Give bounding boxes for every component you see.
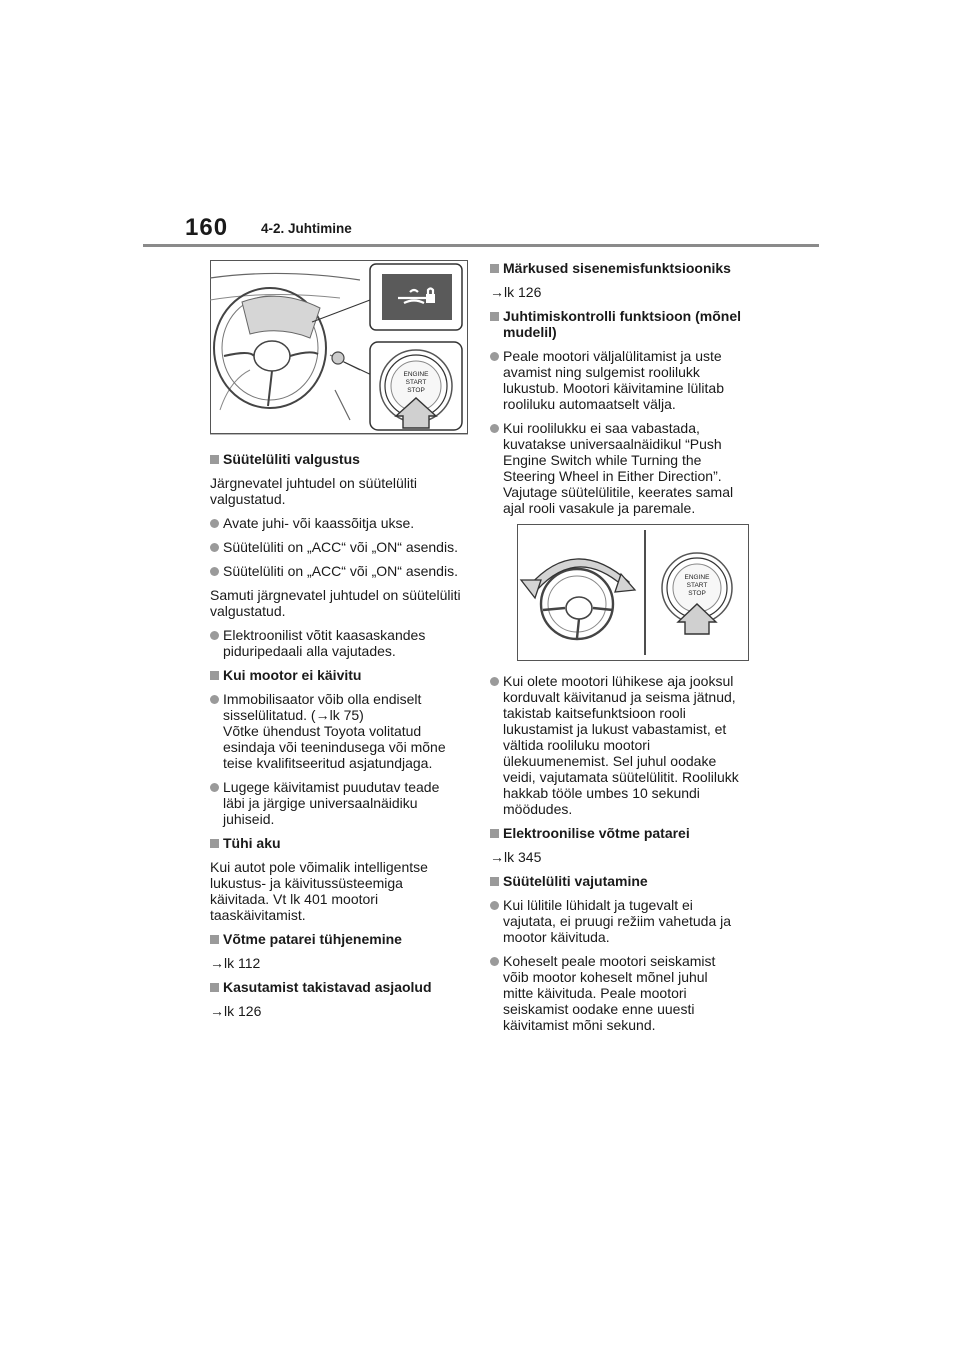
text: Järgnevatel juhtudel on süütelüliti valgustatud. xyxy=(210,475,418,507)
page-reference xyxy=(490,849,748,865)
text: Elektroonilist võtit kaasaskandes piduripedaali alla vajutades. xyxy=(223,627,426,659)
paragraph xyxy=(210,587,468,619)
text: Süütelüliti on „ACC“ või „ON“ asendis. xyxy=(223,539,458,555)
start-label: START xyxy=(405,379,427,386)
text: Võtme patarei tühjenemine xyxy=(223,931,402,947)
section-heading xyxy=(490,260,748,276)
text: Kasutamist takistavad asjaolud xyxy=(223,979,432,995)
text: Kui mootor ei käivitu xyxy=(223,667,362,683)
page-reference xyxy=(210,955,468,971)
text: Süütelüliti valgustus xyxy=(223,451,360,467)
header-rule xyxy=(143,244,819,247)
text: Immobilisaator võib olla endiselt sisselülitatud. (→lk 75) Võtke ühendust Toyota volitatud esindaja või teenindusega või mõne teise kvalifitseeritud asjatundjaga. xyxy=(223,691,446,771)
engine-label: ENGINE xyxy=(684,574,710,581)
text: Märkused sisenemisfunktsiooniks xyxy=(503,260,731,276)
bullet-item xyxy=(210,779,468,827)
bullet-item xyxy=(490,348,748,412)
section-heading xyxy=(490,825,748,841)
section-heading xyxy=(210,451,468,467)
left-column xyxy=(210,260,468,1027)
right-bottom-text-flow xyxy=(490,673,748,1033)
steering-illustration xyxy=(517,524,749,661)
section-heading xyxy=(210,835,468,851)
stop-label: STOP xyxy=(407,387,425,394)
text: →lk 126 xyxy=(210,1003,262,1019)
text: Juhtimiskontrolli funktsioon (mõnel mudelil) xyxy=(503,308,741,340)
section-heading xyxy=(210,931,468,947)
dashboard-figure xyxy=(210,260,468,435)
text: Koheselt peale mootori seiskamist võib mootor koheselt mõnel juhul mitte käivituda. Peale mootori seiskamist oodake enne uuesti käivitamist mõni sekund. xyxy=(503,953,716,1033)
right-column xyxy=(490,260,748,1041)
bullet-item xyxy=(210,627,468,659)
bullet-item xyxy=(210,539,468,555)
paragraph xyxy=(210,859,468,923)
bullet-item xyxy=(210,515,468,531)
text: Kui olete mootori lühikese aja jooksul korduvalt käivitanud ja seisma jätnud, takistab kaitsefunktsioon rooli lukustamist ja lukust vabastamist, et vältida rooliluku mootori ülekuumenemist. Sel juhul oodake veidi, vajutamata süütelülitit. Roolilukk hakkab tööle umbes 10 sekundi möödudes. xyxy=(503,673,739,817)
text: Süütelüliti vajutamine xyxy=(503,873,648,889)
bullet-item xyxy=(490,897,748,945)
text: Peale mootori väljalülitamist ja uste avamist ning sulgemist roolilukk lukustub. Mootori käivitamine lülitab rooliluku automaatselt välja. xyxy=(503,348,724,412)
section-heading xyxy=(490,308,748,340)
text: Kui autot pole võimalik intelligentse lukustus- ja käivitussüsteemiga käivitada. Vt lk 401 mootori taaskäivitamist. xyxy=(210,859,428,923)
bullet-item xyxy=(210,563,468,579)
right-top-text-flow xyxy=(490,260,748,516)
section-title: 4-2. Juhtimine xyxy=(261,221,352,236)
bullet-item xyxy=(490,673,748,817)
steering-figure xyxy=(517,524,749,661)
text: Süütelüliti on „ACC“ või „ON“ asendis. xyxy=(223,563,458,579)
stop-label: STOP xyxy=(688,590,706,597)
left-text-flow xyxy=(210,451,468,1019)
paragraph xyxy=(210,475,468,507)
section-heading xyxy=(490,873,748,889)
page-reference xyxy=(490,284,748,300)
bullet-item xyxy=(490,953,748,1033)
page-reference xyxy=(210,1003,468,1019)
section-heading xyxy=(210,979,468,995)
text: Kui lülitile lühidalt ja tugevalt ei vajutata, ei pruugi režiim vahetuda ja mootor käivituda. xyxy=(503,897,732,945)
bullet-item xyxy=(490,420,748,516)
text: →lk 112 xyxy=(210,955,261,971)
start-label: START xyxy=(686,582,708,589)
engine-label: ENGINE xyxy=(403,371,429,378)
text: Kui roolilukku ei saa vabastada, kuvatakse universaalnäidikul “Push Engine Switch while Turning the Steering Wheel in Either Direction”. Vajutage süütelülitile, keerates samal ajal rooli vasakule ja paremale. xyxy=(503,420,734,516)
text: →lk 126 xyxy=(490,284,542,300)
text: Avate juhi- või kaassõitja ukse. xyxy=(223,515,415,531)
text: Tühi aku xyxy=(223,835,281,851)
text: Lugege käivitamist puudutav teade läbi ja järgige universaalnäidiku juhiseid. xyxy=(223,779,440,827)
text: Samuti järgnevatel juhtudel on süütelüliti valgustatud. xyxy=(210,587,461,619)
text: →lk 345 xyxy=(490,849,542,865)
text: Elektroonilise võtme patarei xyxy=(503,825,690,841)
section-heading xyxy=(210,667,468,683)
bullet-item xyxy=(210,691,468,771)
page-number: 160 xyxy=(185,214,229,241)
dashboard-illustration xyxy=(210,260,468,434)
